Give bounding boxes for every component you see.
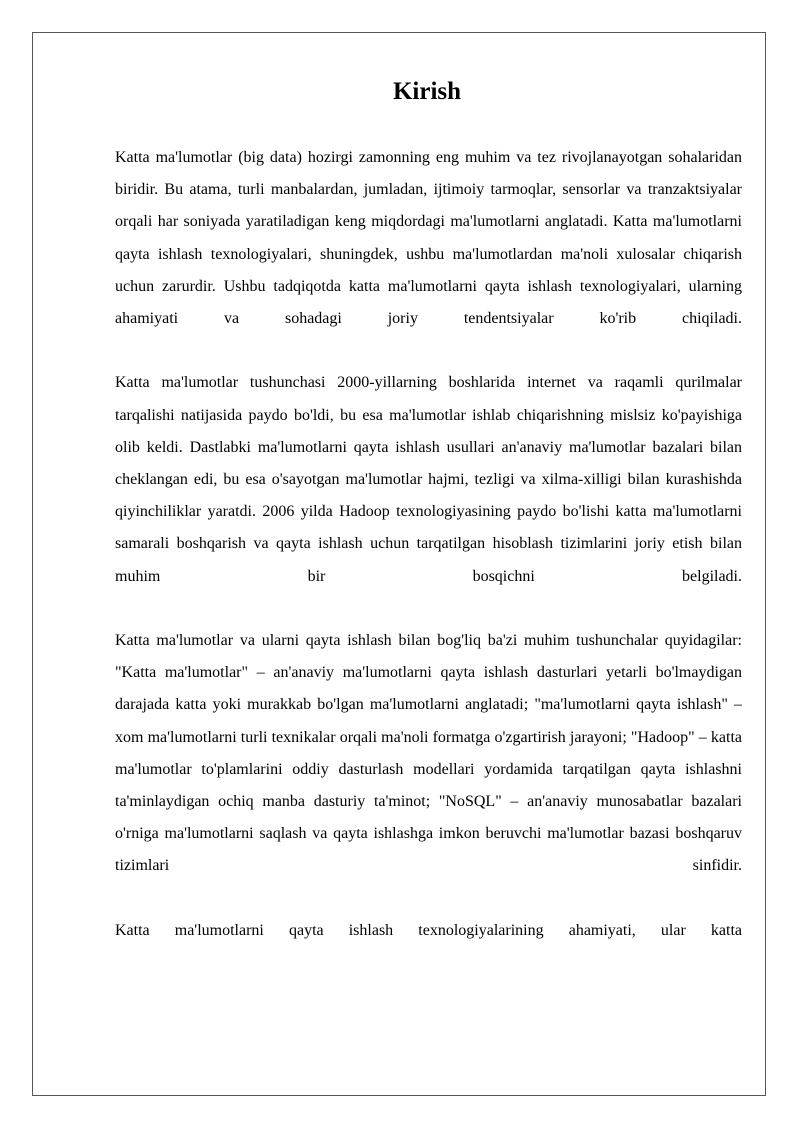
paragraph-intro: Katta ma'lumotlar (big data) hozirgi zamonning eng muhim va tez rivojlanayotgan sohalaridan biridir. Bu atama, turli manbalardan, jumladan, ijtimoiy tarmoqlar, sensorlar va tranzaktsiyalar orqali har soniyada yaratiladigan keng miqdordagi ma'lumotlarni anglatadi. Katta ma'lumotlarni qayta ishlash texnologiyalari, shuningdek, ushbu ma'lumotlardan ma'noli xulosalar chiqarish uchun zarurdir. Ushbu tadqiqotda katta ma'lumotlarni qayta ishlash texnologiyalari, ularning ahamiyati va sohadagi joriy tendentsiyalar ko'rib chiqiladi. [115, 149, 742, 328]
paragraph-gap [115, 593, 742, 625]
paragraph-concepts: Katta ma'lumotlar va ularni qayta ishlash bilan bog'liq ba'zi muhim tushunchalar quyidagilar: "Katta ma'lumotlar" – an'anaviy ma'lumotlarni qayta ishlash dasturlari yetarli bo'lmaydigan darajada katta yoki murakkab bo'lgan ma'lumotlarni anglatadi; "ma'lumotlarni qayta ishlash" – xom ma'lumotlarni turli texnikalar orqali ma'noli formatga o'zgartirish jarayoni; "Hadoop" – katta ma'lumotlar to'plamlarini oddiy dasturlash modellari yordamida tarqatilgan qayta ishlashni ta'minlaydigan ochiq manba dasturiy ta'minot; "NoSQL" – an'anaviy munosabatlar bazalari o'rniga ma'lumotlarni saqlash va qayta ishlashga imkon beruvchi ma'lumotlar bazasi boshqaruv tizimlari sinfidir. [115, 632, 742, 875]
paragraph-gap [115, 883, 742, 915]
paragraph-gap [115, 335, 742, 367]
paragraph-history: Katta ma'lumotlar tushunchasi 2000-yillarning boshlarida internet va raqamli qurilmalar tarqalishi natijasida paydo bo'ldi, bu esa ma'lumotlar ishlab chiqarishning mislsiz ko'payishiga olib keldi. Dastlabki ma'lumotlarni qayta ishlash usullari an'anaviy ma'lumotlar bazalari bilan cheklangan edi, bu esa o'sayotgan ma'lumotlar hajmi, tezligi va xilma-xilligi bilan kurashishda qiyinchiliklar yaratdi. 2006 yilda Hadoop texnologiyasining paydo bo'lishi katta ma'lumotlarni samarali boshqarish va qayta ishlash uchun tarqatilgan hisoblash tizimlarini joriy etish bilan muhim bir bosqichni belgiladi. [115, 374, 742, 585]
paragraph-importance: Katta ma'lumotlarni qayta ishlash texnologiyalarining ahamiyati, ular katta [115, 921, 742, 939]
document-body [115, 142, 742, 947]
page-title: Kirish [392, 78, 462, 105]
